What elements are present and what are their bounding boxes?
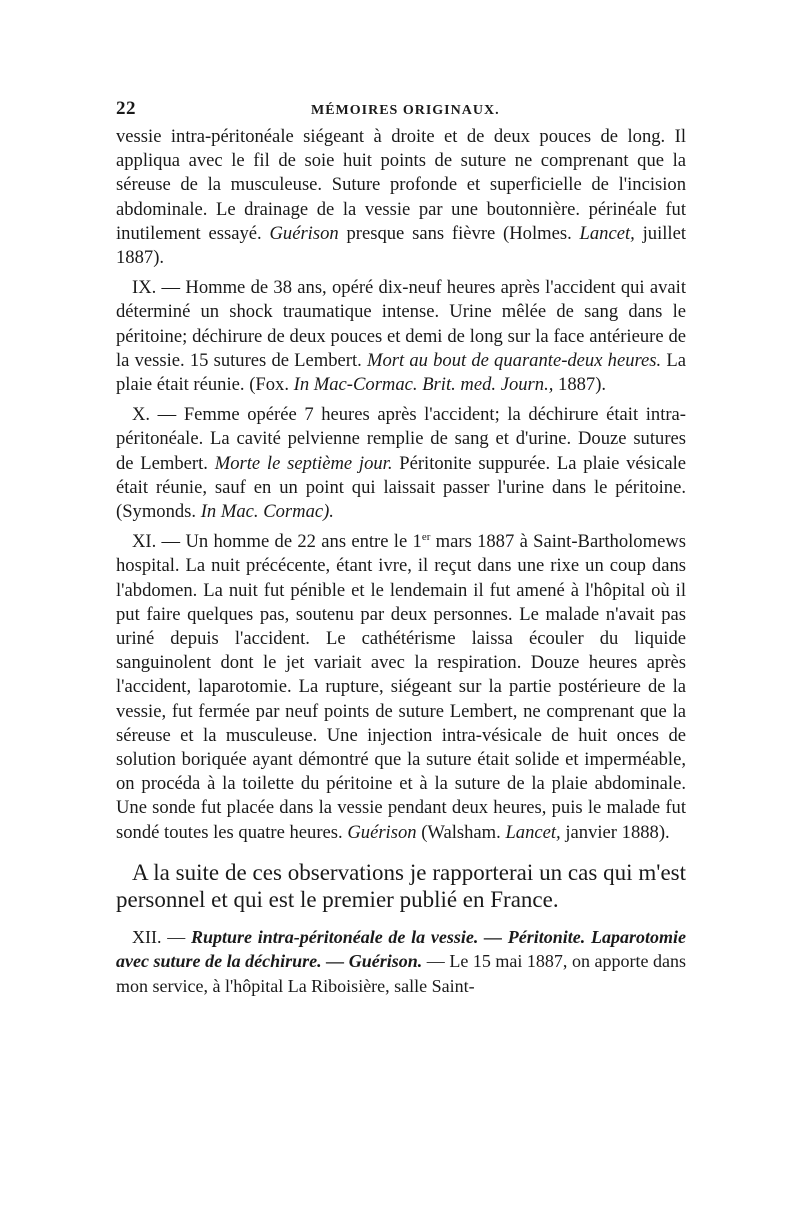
running-title: MÉMOIRES ORIGINAUX. [311,103,500,118]
case-x: X. — Femme opérée 7 heures après l'accident; la déchirure était intra-péritonéale. La cavité pelvienne remplie de sang et d'urine. Douze sutures de Lembert. Morte le septième jour. Péritonite suppurée. La plaie vésicale était réunie, sauf en un point qui laissait passer l'urine dans le péritoine. (Symonds. In Mac. Cormac). [116,404,686,523]
introduction-paragraph: A la suite de ces observations je rapporterai un cas qui m'est personnel et qui est le premier publié en France. [116,859,686,912]
page [116,98,686,998]
case-ix: IX. — Homme de 38 ans, opéré dix-neuf heures après l'accident qui avait déterminé un shock traumatique intense. Urine mêlée de sang dans le péritoine; déchirure de deux pouces et demi de long sur la face antérieure de la vessie. 15 sutures de Lembert. Mort au bout de quarante-deux heures. La plaie était réunie. (Fox. In Mac-Cormac. Brit. med. Journ., 1887). [116,277,686,396]
paragraph-continuation: vessie intra-péritonéale siégeant à droite et de deux pouces de long. Il appliqua avec le fil de soie huit points de suture ne comprenant que la séreuse de la musculeuse. Suture profonde et superficielle de l'incision abdominale. Le drainage de la vessie par une boutonnière. périnéale fut inutilement essayé. Guérison presque sans fièvre (Holmes. Lancet, juillet 1887). [116,126,686,269]
body-text [116,125,686,845]
case-xi: XI. — Un homme de 22 ans entre le 1er mars 1887 à Saint-Bartholomews hospital. La nuit précécente, étant ivre, il reçut dans une rixe un coup dans l'abdomen. La nuit fut pénible et le lendemain il fut amené à l'hôpital où il put faire quelques pas, soutenu par deux personnes. Le malade n'avait pas uriné depuis l'accident. Le cathétérisme laissa écouler du liquide sanguinolent dont le jet variait avec la respiration. Douze heures après l'accident, laparotomie. La rupture, siégeant sur la partie postérieure de la vessie, fut fermée par neuf points de suture Lembert, ne comprenant que la séreuse et la musculeuse. Une injection intra-vésicale de huit onces de solution boriquée ayant démontré que la suture était solide et imperméable, on procéda à la toilette du péritoine et à la suture de la plaie abdominale. Une sonde fut placée dans la vessie pendant deux heures, puis le malade fut sondé toutes les quatre heures. Guérison (Walsham. Lancet, janvier 1888). [116,531,686,843]
case-xii: XII. — Rupture intra-péritonéale de la vessie. — Péritonite. Laparotomie avec suture de la déchirure. — Guérison. — Le 15 mai 1887, on apporte dans mon service, à l'hôpital La Riboisière, salle Saint- [116,926,686,996]
page-header [116,98,686,120]
page-number: 22 [116,98,136,119]
